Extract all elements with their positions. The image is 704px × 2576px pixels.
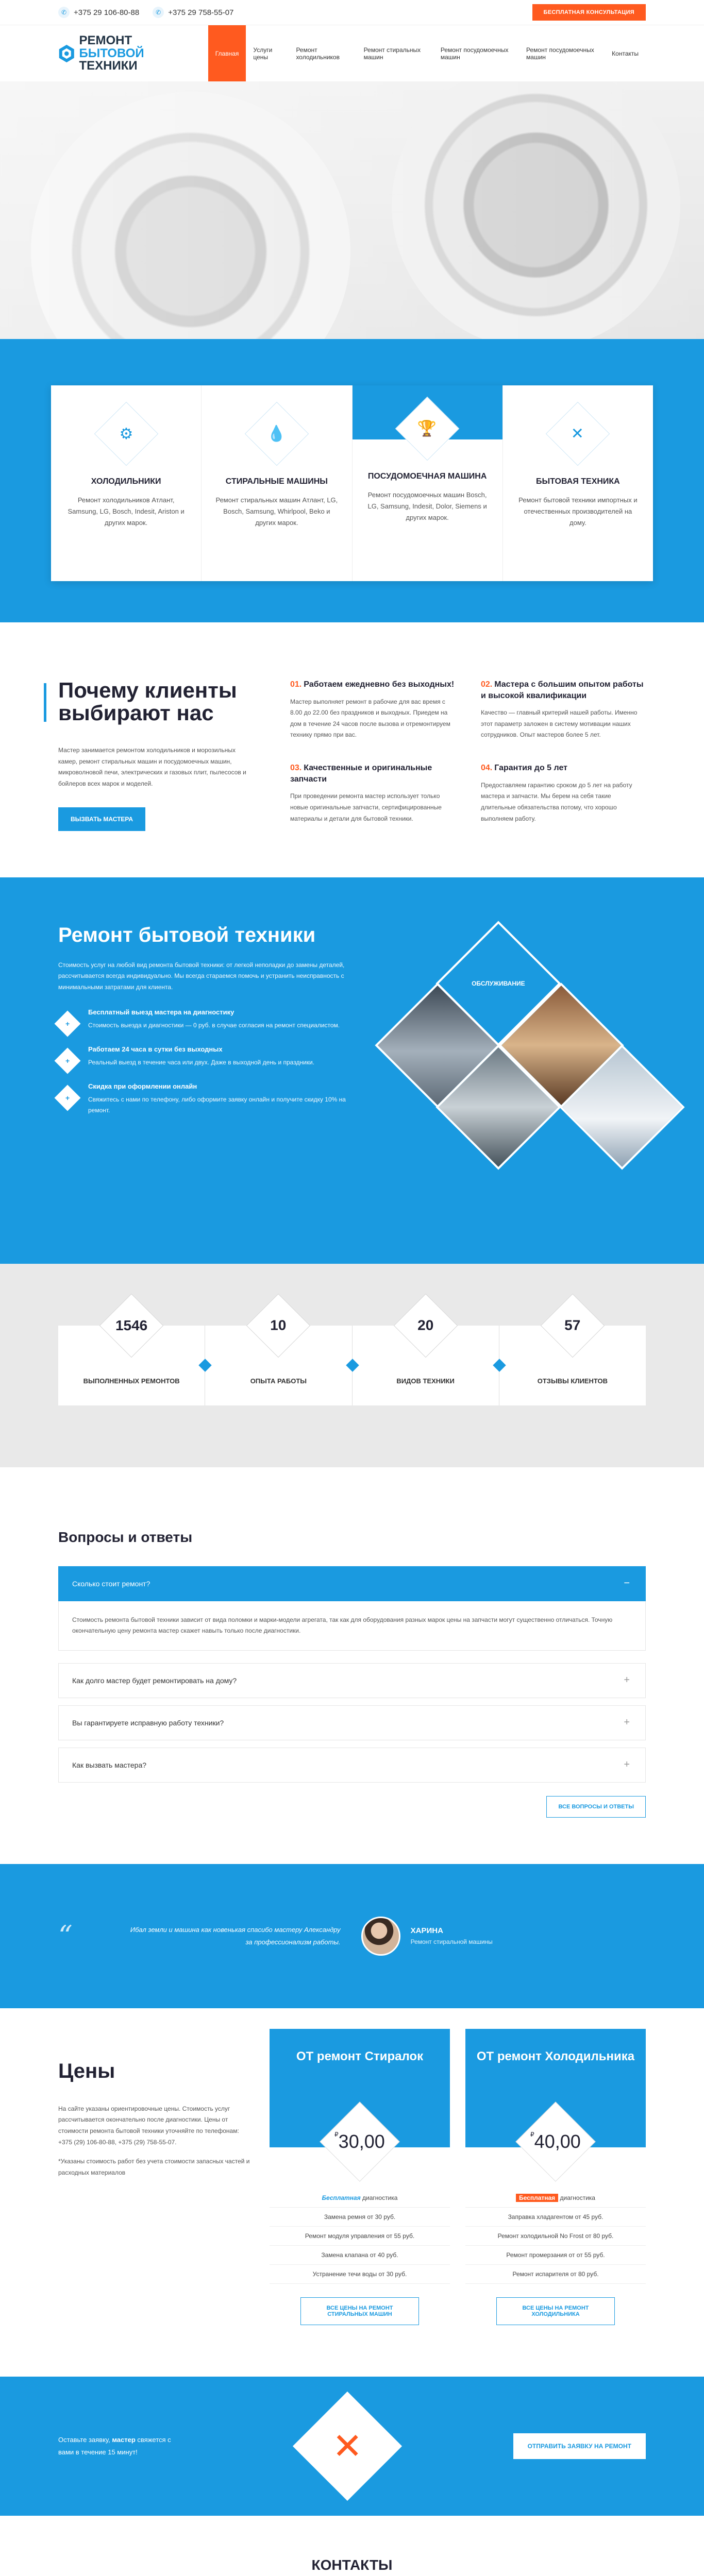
why-text: Мастер занимается ремонтом холодильников и морозильных камер, ремонт стиральных машин и посудомоечных машин, микроволновой печи, электрических и газовых плит, пылесосов и бойлеров всех марок и моделей. [58, 747, 246, 787]
send-request-button[interactable]: ОТПРАВИТЬ ЗАЯВКУ НА РЕМОНТ [513, 2433, 646, 2459]
tools-icon: ✕ [293, 2392, 402, 2501]
cup-icon: 🏆 [417, 420, 437, 437]
wrench-icon: ✕ [571, 425, 584, 443]
nav-washers[interactable]: Ремонт стиральных машин [363, 46, 421, 61]
free-consultation-button[interactable]: БЕСПЛАТНАЯ КОНСУЛЬТАЦИЯ [532, 4, 646, 21]
minus-icon: − [624, 1578, 630, 1589]
all-faq-button[interactable]: ВСЕ ВОПРОСЫ И ОТВЕТЫ [546, 1796, 646, 1818]
faq-question[interactable]: Сколько стоит ремонт? − [58, 1566, 646, 1601]
plus-icon: + [65, 1057, 70, 1065]
accent-bar [44, 683, 46, 722]
logo-line-1: РЕМОНТ [79, 33, 132, 48]
plus-icon: + [65, 1020, 70, 1028]
faq-answer: Стоимость ремонта бытовой техники зависит от вида поломки и марки-модели агрегата, так как для оборудования разных марок цены на запчасти могут существенно отличаться. Точную окончательную цену ремонта мастер скажет навыть только после диагностики. [58, 1601, 646, 1651]
plus-icon: + [624, 1717, 630, 1728]
service-badge: ОБСЛУЖИВАНИЕ [435, 921, 561, 1046]
repair-feature: + Работаем 24 часа в сутки без выходных Реальный выезд в течение часа или двух. Даже в выходной день и праздники. [58, 1045, 347, 1070]
testimonial-section: “ Ибал земли и машина как новенькая спасибо мастеру Александру за профессионализм работы. ХАРИНА Ремонт стиральной машины [0, 1864, 704, 2008]
faq-question[interactable]: Как вызвать мастера? + [58, 1748, 646, 1783]
why-item: 03. Качественные и оригинальные запчасти При проведении ремонта мастер использует только новые оригинальные запчасти, сертифицированные материалы и детали для бытовой техники. [290, 764, 442, 822]
nav-home[interactable]: Главная [208, 25, 246, 82]
why-title: Почему клиенты выбирают нас [58, 678, 237, 725]
service-card-dishwashers[interactable]: 🏆 ПОСУДОМОЕЧНАЯ МАШИНА Ремонт посудомоечных машин Bosch, LG, Samsung, Indesit, Dolor, Siemens и других марок. [353, 385, 503, 581]
phone-2[interactable]: ✆ +375 29 758-55-07 [153, 7, 233, 18]
testimonial-quote: Ибал земли и машина как новенькая спасибо мастеру Александру за профессионализм работы. [130, 1926, 341, 1946]
avatar [361, 1917, 400, 1956]
stat-reviews: 57 ОТЗЫВЫ КЛИЕНТОВ [499, 1326, 646, 1405]
washer-prices-button[interactable]: ВСЕ ЦЕНЫ НА РЕМОНТ СТИРАЛЬНЫХ МАШИН [300, 2297, 419, 2325]
header [0, 25, 704, 81]
call-master-button[interactable]: ВЫЗВАТЬ МАСТЕРА [58, 807, 145, 831]
logo-icon [58, 42, 75, 65]
price-card-fridges: ОТ ремонт Холодильника ₽40,00 Бесплатная диагностика Заправка хладагентом от 45 руб. Ремонт холодильной No Frost от 80 руб. Ремонт промерзания от от 55 руб. Ремонт испарителя от 80 руб. ВСЕ ЦЕНЫ НА РЕМОНТ ХОЛОДИЛЬНИКА [465, 2060, 646, 2325]
repair-feature: + Бесплатный выезд мастера на диагностику Стоимость выезда и диагностики — 0 руб. в случае согласия на ремонт специалистом. [58, 1008, 347, 1033]
stat-repairs: 1546 ВЫПОЛНЕННЫХ РЕМОНТОВ [58, 1326, 205, 1405]
phone-icon: ✆ [153, 7, 164, 18]
why-item: 04. Гарантия до 5 лет Предоставляем гарантию сроком до 5 лет на работу мастера и запчасти. Мы берем на себя такие длительные обязательства потому, что хорошо выполняем работу. [481, 764, 632, 822]
faq-question[interactable]: Вы гарантируете исправную работу техники? + [58, 1705, 646, 1740]
faq-section [0, 1467, 704, 1864]
top-bar [0, 0, 704, 25]
nav-prices[interactable]: Услуги цены [253, 46, 273, 61]
phone-1[interactable]: ✆ +375 29 106-80-88 [58, 7, 139, 18]
stat-experience: 10 ОПЫТА РАБОТЫ [205, 1326, 352, 1405]
callback-section [0, 2377, 704, 2516]
drop-icon: 💧 [267, 425, 287, 443]
service-cards [51, 385, 653, 581]
plus-icon: + [65, 1094, 70, 1103]
repair-feature: + Скидка при оформлении онлайн Свяжитесь с нами по телефону, либо оформите заявку онлайн и получите скидку 10% на ремонт. [58, 1082, 347, 1115]
service-card-washers[interactable]: 💧 СТИРАЛЬНЫЕ МАШИНЫ Ремонт стиральных машин Атлант, LG, Bosch, Samsung, Whirlpool, Beko и других марок. [202, 385, 352, 581]
nav-fridges[interactable]: Ремонт холодильников [296, 46, 340, 61]
logo[interactable] [58, 35, 188, 72]
nav-contacts[interactable]: Контакты [612, 50, 639, 57]
price-card-washers: ОТ ремонт Стиралок ₽30,00 Бесплатная диагностика Замена ремня от 30 руб. Ремонт модуля управления от 55 руб. Замена клапана от 40 руб. Устранение течи воды от 30 руб. ВСЕ ЦЕНЫ НА РЕМОНТ СТИРАЛЬНЫХ МАШИН [270, 2060, 450, 2325]
gear-icon: ⚙ [119, 425, 133, 443]
why-section [0, 622, 704, 877]
plus-icon: + [624, 1674, 630, 1686]
fridge-prices-button[interactable]: ВСЕ ЦЕНЫ НА РЕМОНТ ХОЛОДИЛЬНИКА [496, 2297, 615, 2325]
contacts-title: КОНТАКТЫ [311, 2556, 393, 2573]
faq-question[interactable]: Как долго мастер будет ремонтировать на дому? + [58, 1663, 646, 1698]
plus-icon: + [624, 1759, 630, 1771]
repair-photo-grid [347, 924, 646, 1212]
logo-line-2: БЫТОВОЙ ТЕХНИКИ [79, 46, 144, 73]
contacts-section [0, 2516, 704, 2576]
service-card-fridges[interactable]: ⚙ ХОЛОДИЛЬНИКИ Ремонт холодильников Атлант, Samsung, LG, Bosch, Indesit, Ariston и других марок. [51, 385, 202, 581]
why-item: 02. Мастера с большим опытом работы и высокой квалификации Качество — главный критерий нашей работы. Именно этот параметр заложен в систему мотивации наших сотрудников. Опыт мастеров более 5 лет. [481, 680, 644, 739]
nav-dishwashers[interactable]: Ремонт посудомоечных машин [440, 46, 509, 61]
repair-title: Ремонт бытовой техники [58, 923, 316, 946]
why-item: 01. Работаем ежедневно без выходных! Мастер выполняет ремонт в рабочие для вас время с 8.00 до 22.00 без праздников и выходных. Приедем на дом в течение 24 часов после вызова и отремонтируем технику прямо при вас. [290, 680, 455, 739]
service-card-appliances[interactable]: ✕ БЫТОВАЯ ТЕХНИКА Ремонт бытовой техники импортных и отечественных производителей на дому. [503, 385, 653, 581]
faq-title: Вопросы и ответы [58, 1529, 193, 1545]
stats-section [0, 1264, 704, 1467]
prices-section: Цены На сайте указаны ориентировочные цены. Стоимость услуг рассчитывается окончательно после диагностики. Цены от стоимости ремонта бытовой техники уточняйте по телефонам: +375 (29) 106-80-88, +375 (29) 758-55-07. *Указаны стоимость работ без учета стоимости запасных частей и расходных материалов ОТ ремонт Стиралок ₽30,00 Бесплатная диагностика Замена ремня от 30 руб. Ремонт модуля управления от 55 руб. Замена клапана от 40 руб. Устранение течи воды от 30 руб. ВСЕ ЦЕНЫ НА РЕМОНТ СТИРАЛЬНЫХ МАШИН ОТ ремонт Холодильника ₽40,00 Бесплатная диагностика Заправка хладагентом от 45 руб. Ремонт холодильной No Frost от 80 руб. Ремонт промерзания от от 55 руб. Ремонт испарителя от 80 руб. ВСЕ ЦЕНЫ НА РЕМОНТ ХОЛОДИЛЬНИКА [0, 2008, 704, 2377]
services-section [0, 339, 704, 622]
nav-dishwashers-2[interactable]: Ремонт посудомоечных машин [526, 46, 594, 61]
callback-text: Оставьте заявку, мастер свяжется с вами в течение 15 минут! [58, 2436, 171, 2456]
stat-types: 20 ВИДОВ ТЕХНИКИ [353, 1326, 499, 1405]
main-nav [208, 25, 646, 82]
prices-title: Цены [58, 2059, 115, 2082]
phone-icon: ✆ [58, 7, 70, 18]
hero-image [0, 81, 704, 339]
quote-icon: “ [58, 1920, 73, 1953]
repair-section: Ремонт бытовой техники Стоимость услуг на любой вид ремонта бытовой техники: от легкой неполадки до замены деталей, рассчитывается всегда индивидуально. Мы всегда стараемся помочь и устранить неисправность с минимальными затратами для клиента. + Бесплатный выезд мастера на диагностику Стоимость выезда и диагностики — 0 руб. в случае согласия на ремонт специалистом. + Работаем 24 часа в сутки без выходных Реальный выезд в течение часа или двух. Даже в выходной день и праздники. + Скидка при оформлении онлайн Свяжитесь с нами по телефону, либо оформите заявку онлайн и получите скидку 10% на ремонт. ОБСЛУЖИВАНИЕ [0, 877, 704, 1264]
